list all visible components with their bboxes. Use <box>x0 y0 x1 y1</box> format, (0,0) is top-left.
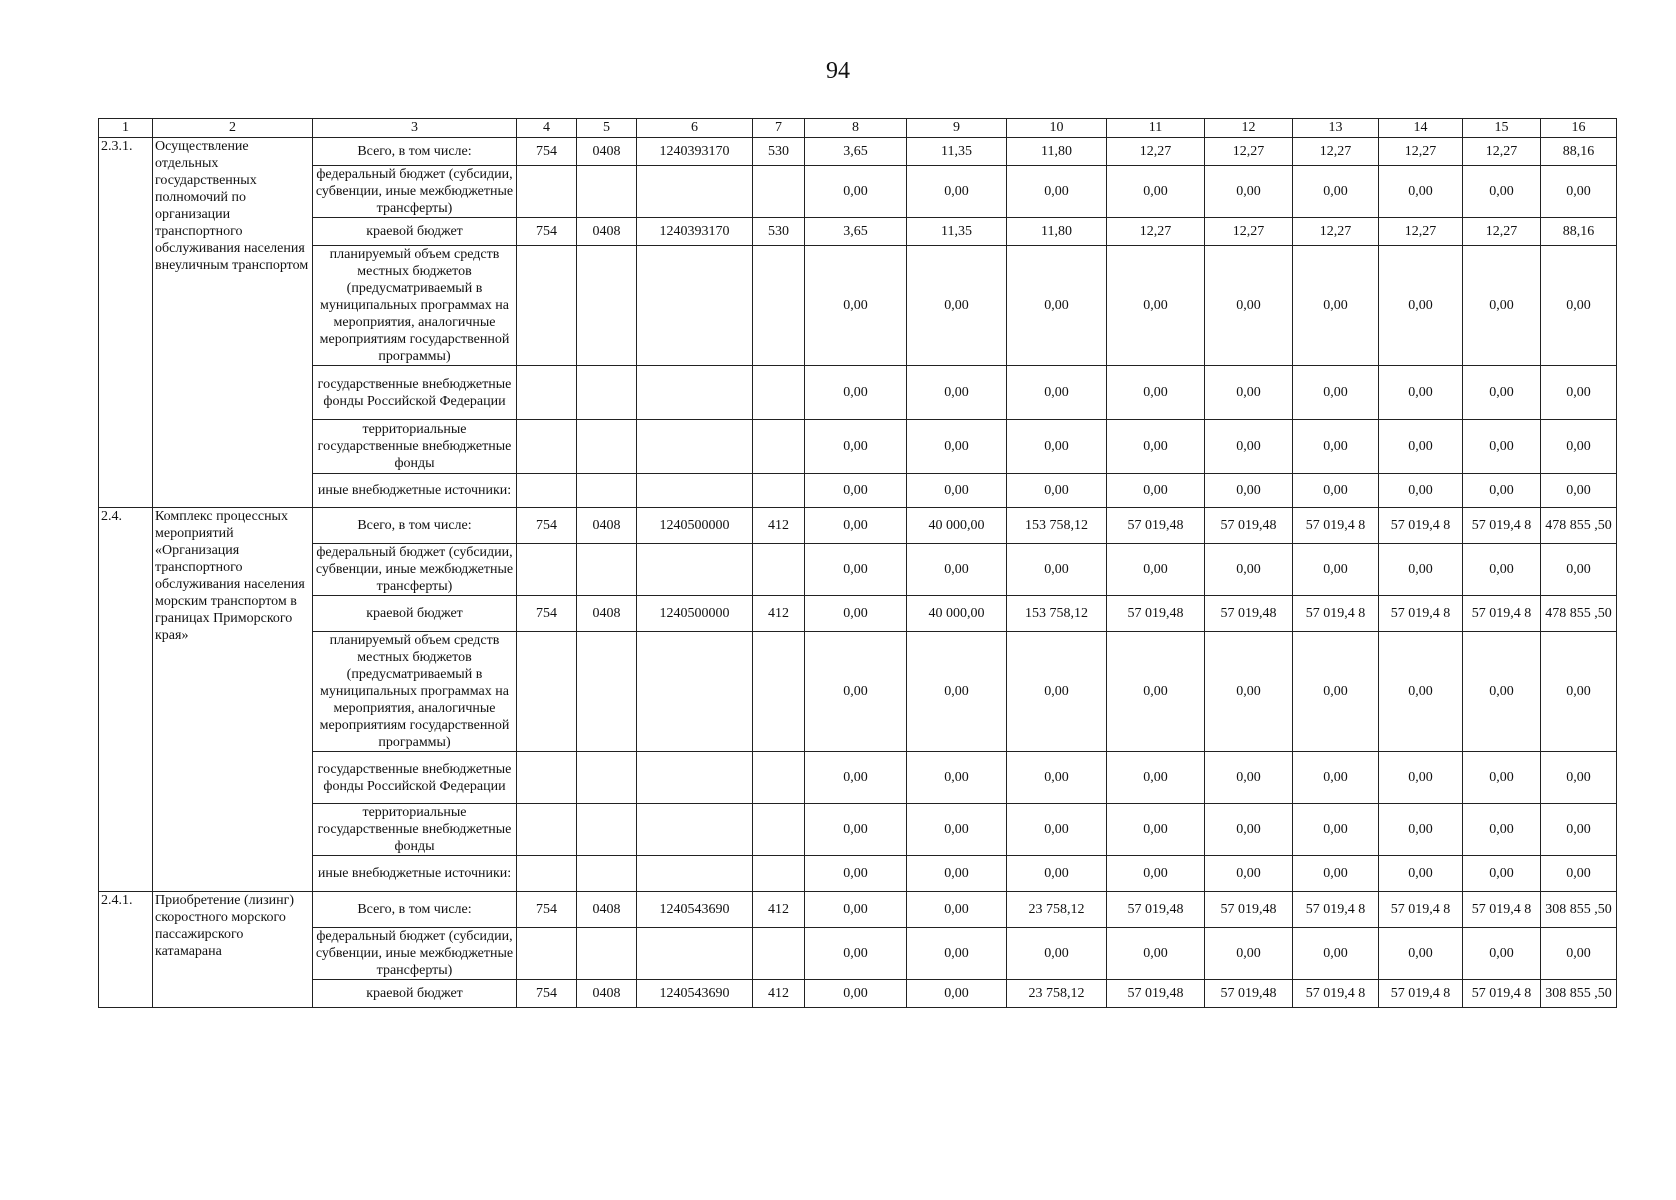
code-vr: 530 <box>753 138 805 166</box>
budget-table <box>98 118 1617 1008</box>
amount-cell: 0,00 <box>907 892 1007 928</box>
code-grbs <box>517 856 577 892</box>
amount-cell: 0,00 <box>805 596 907 632</box>
amount-cell: 0,00 <box>1463 632 1541 752</box>
amount-cell: 12,27 <box>1293 218 1379 246</box>
code-grbs <box>517 420 577 474</box>
amount-cell: 57 019,48 <box>1107 596 1205 632</box>
amount-cell: 57 019,4 8 <box>1463 508 1541 544</box>
amount-cell: 0,00 <box>1107 928 1205 980</box>
code-rzpr <box>577 632 637 752</box>
code-grbs <box>517 474 577 508</box>
code-csr <box>637 544 753 596</box>
amount-cell: 0,00 <box>1293 246 1379 366</box>
amount-cell: 11,35 <box>907 138 1007 166</box>
amount-cell: 0,00 <box>1205 474 1293 508</box>
amount-cell: 12,27 <box>1379 138 1463 166</box>
amount-cell: 0,00 <box>1205 420 1293 474</box>
header-cell: 16 <box>1541 119 1617 138</box>
amount-cell: 57 019,48 <box>1107 980 1205 1008</box>
amount-cell: 0,00 <box>1541 474 1617 508</box>
item-number: 2.3.1. <box>99 138 153 508</box>
header-cell: 7 <box>753 119 805 138</box>
amount-cell: 12,27 <box>1463 218 1541 246</box>
table-row <box>99 544 1617 596</box>
code-vr <box>753 544 805 596</box>
code-grbs <box>517 804 577 856</box>
table-row <box>99 752 1617 804</box>
code-grbs: 754 <box>517 892 577 928</box>
amount-cell: 11,35 <box>907 218 1007 246</box>
code-vr: 412 <box>753 980 805 1008</box>
funding-source: федеральный бюджет (субсидии, субвенции, иные межбюджетные трансферты) <box>313 166 517 218</box>
code-csr <box>637 856 753 892</box>
code-csr: 1240500000 <box>637 508 753 544</box>
amount-cell: 0,00 <box>1007 420 1107 474</box>
amount-cell: 0,00 <box>805 246 907 366</box>
header-cell: 8 <box>805 119 907 138</box>
amount-cell: 0,00 <box>907 752 1007 804</box>
code-csr: 1240393170 <box>637 138 753 166</box>
amount-cell: 0,00 <box>907 856 1007 892</box>
amount-cell: 0,00 <box>1107 632 1205 752</box>
code-grbs: 754 <box>517 138 577 166</box>
amount-cell: 0,00 <box>1541 752 1617 804</box>
amount-cell: 57 019,4 8 <box>1293 508 1379 544</box>
amount-cell: 0,00 <box>1541 856 1617 892</box>
code-csr: 1240500000 <box>637 596 753 632</box>
amount-cell: 0,00 <box>907 928 1007 980</box>
code-csr <box>637 166 753 218</box>
table-row <box>99 420 1617 474</box>
table-row <box>99 218 1617 246</box>
amount-cell: 0,00 <box>1463 752 1541 804</box>
code-vr <box>753 474 805 508</box>
amount-cell: 0,00 <box>1293 804 1379 856</box>
code-vr <box>753 246 805 366</box>
code-rzpr: 0408 <box>577 508 637 544</box>
code-rzpr: 0408 <box>577 218 637 246</box>
amount-cell: 12,27 <box>1107 218 1205 246</box>
funding-source: планируемый объем средств местных бюджетов (предусматриваемый в муниципальных программах на мероприятия, аналогичные мероприятиям государственной программы) <box>313 632 517 752</box>
header-cell: 3 <box>313 119 517 138</box>
amount-cell: 0,00 <box>1107 544 1205 596</box>
table-row <box>99 632 1617 752</box>
amount-cell: 0,00 <box>805 892 907 928</box>
amount-cell: 57 019,4 8 <box>1463 892 1541 928</box>
amount-cell: 0,00 <box>805 752 907 804</box>
amount-cell: 0,00 <box>1463 246 1541 366</box>
code-rzpr <box>577 752 637 804</box>
code-csr <box>637 246 753 366</box>
amount-cell: 0,00 <box>1007 246 1107 366</box>
amount-cell: 0,00 <box>1293 420 1379 474</box>
amount-cell: 0,00 <box>1379 632 1463 752</box>
amount-cell: 0,00 <box>907 632 1007 752</box>
item-number: 2.4.1. <box>99 892 153 1008</box>
code-grbs <box>517 246 577 366</box>
header-cell: 2 <box>153 119 313 138</box>
amount-cell: 0,00 <box>805 856 907 892</box>
amount-cell: 57 019,4 8 <box>1293 596 1379 632</box>
code-rzpr: 0408 <box>577 596 637 632</box>
amount-cell: 0,00 <box>1107 246 1205 366</box>
item-name: Осуществление отдельных государственных полномочий по организации транспортного обслуживания населения внеуличным транспортом <box>153 138 313 508</box>
code-rzpr <box>577 856 637 892</box>
funding-source: Всего, в том числе: <box>313 508 517 544</box>
funding-source: планируемый объем средств местных бюджетов (предусматриваемый в муниципальных программах на мероприятия, аналогичные мероприятиям государственной программы) <box>313 246 517 366</box>
header-cell: 4 <box>517 119 577 138</box>
funding-source: краевой бюджет <box>313 218 517 246</box>
amount-cell: 57 019,4 8 <box>1293 892 1379 928</box>
amount-cell: 23 758,12 <box>1007 892 1107 928</box>
amount-cell: 0,00 <box>1379 474 1463 508</box>
table-row <box>99 508 1617 544</box>
amount-cell: 0,00 <box>907 246 1007 366</box>
table-row <box>99 246 1617 366</box>
amount-cell: 0,00 <box>1007 366 1107 420</box>
header-cell: 12 <box>1205 119 1293 138</box>
code-csr <box>637 752 753 804</box>
amount-cell: 0,00 <box>1205 804 1293 856</box>
amount-cell: 308 855 ,50 <box>1541 980 1617 1008</box>
amount-cell: 0,00 <box>907 804 1007 856</box>
amount-cell: 0,00 <box>1379 804 1463 856</box>
amount-cell: 0,00 <box>1293 752 1379 804</box>
header-cell: 6 <box>637 119 753 138</box>
amount-cell: 0,00 <box>1541 544 1617 596</box>
code-grbs: 754 <box>517 218 577 246</box>
amount-cell: 12,27 <box>1379 218 1463 246</box>
amount-cell: 0,00 <box>1379 246 1463 366</box>
code-vr <box>753 166 805 218</box>
code-rzpr <box>577 928 637 980</box>
amount-cell: 0,00 <box>907 544 1007 596</box>
code-rzpr <box>577 366 637 420</box>
amount-cell: 0,00 <box>1107 420 1205 474</box>
funding-source: иные внебюджетные источники: <box>313 856 517 892</box>
amount-cell: 0,00 <box>1379 166 1463 218</box>
code-rzpr <box>577 544 637 596</box>
funding-source: краевой бюджет <box>313 980 517 1008</box>
code-vr <box>753 856 805 892</box>
amount-cell: 57 019,4 8 <box>1379 508 1463 544</box>
amount-cell: 57 019,4 8 <box>1379 596 1463 632</box>
amount-cell: 0,00 <box>805 508 907 544</box>
code-csr <box>637 366 753 420</box>
item-number: 2.4. <box>99 508 153 892</box>
funding-source: краевой бюджет <box>313 596 517 632</box>
amount-cell: 0,00 <box>1293 166 1379 218</box>
code-csr <box>637 928 753 980</box>
amount-cell: 0,00 <box>1463 166 1541 218</box>
amount-cell: 0,00 <box>805 804 907 856</box>
amount-cell: 0,00 <box>1007 632 1107 752</box>
amount-cell: 0,00 <box>1205 928 1293 980</box>
code-grbs <box>517 928 577 980</box>
code-grbs <box>517 752 577 804</box>
table-row <box>99 892 1617 928</box>
table-row <box>99 474 1617 508</box>
amount-cell: 57 019,4 8 <box>1293 980 1379 1008</box>
amount-cell: 11,80 <box>1007 138 1107 166</box>
amount-cell: 0,00 <box>1205 166 1293 218</box>
code-vr: 530 <box>753 218 805 246</box>
amount-cell: 12,27 <box>1205 218 1293 246</box>
amount-cell: 0,00 <box>1205 632 1293 752</box>
code-grbs <box>517 366 577 420</box>
amount-cell: 0,00 <box>1107 856 1205 892</box>
code-rzpr <box>577 166 637 218</box>
page-number: 94 <box>826 58 850 84</box>
code-grbs <box>517 632 577 752</box>
amount-cell: 0,00 <box>1107 366 1205 420</box>
code-grbs <box>517 544 577 596</box>
code-grbs: 754 <box>517 596 577 632</box>
header-row <box>99 119 1617 138</box>
amount-cell: 88,16 <box>1541 218 1617 246</box>
header-cell: 15 <box>1463 119 1541 138</box>
amount-cell: 0,00 <box>1541 166 1617 218</box>
amount-cell: 57 019,4 8 <box>1463 596 1541 632</box>
code-rzpr: 0408 <box>577 980 637 1008</box>
amount-cell: 0,00 <box>1541 928 1617 980</box>
header-cell: 11 <box>1107 119 1205 138</box>
amount-cell: 0,00 <box>805 928 907 980</box>
table-row <box>99 928 1617 980</box>
code-vr <box>753 366 805 420</box>
amount-cell: 0,00 <box>1541 632 1617 752</box>
amount-cell: 57 019,48 <box>1205 892 1293 928</box>
amount-cell: 57 019,48 <box>1205 596 1293 632</box>
amount-cell: 0,00 <box>1463 366 1541 420</box>
code-grbs: 754 <box>517 980 577 1008</box>
amount-cell: 11,80 <box>1007 218 1107 246</box>
code-vr <box>753 804 805 856</box>
amount-cell: 0,00 <box>805 544 907 596</box>
code-csr <box>637 804 753 856</box>
funding-source: государственные внебюджетные фонды Российской Федерации <box>313 366 517 420</box>
amount-cell: 0,00 <box>907 166 1007 218</box>
code-grbs: 754 <box>517 508 577 544</box>
amount-cell: 0,00 <box>1205 366 1293 420</box>
header-cell: 1 <box>99 119 153 138</box>
code-vr <box>753 752 805 804</box>
code-vr: 412 <box>753 892 805 928</box>
funding-source: Всего, в том числе: <box>313 138 517 166</box>
code-vr: 412 <box>753 508 805 544</box>
code-csr <box>637 420 753 474</box>
amount-cell: 0,00 <box>1379 544 1463 596</box>
amount-cell: 0,00 <box>1379 856 1463 892</box>
amount-cell: 0,00 <box>907 474 1007 508</box>
item-name: Комплекс процессных мероприятий «Организация транспортного обслуживания населения морским транспортом в границах Приморского края» <box>153 508 313 892</box>
header-cell: 10 <box>1007 119 1107 138</box>
amount-cell: 23 758,12 <box>1007 980 1107 1008</box>
amount-cell: 40 000,00 <box>907 596 1007 632</box>
amount-cell: 0,00 <box>1463 420 1541 474</box>
amount-cell: 0,00 <box>907 366 1007 420</box>
table-row <box>99 856 1617 892</box>
code-rzpr <box>577 804 637 856</box>
amount-cell: 0,00 <box>1463 804 1541 856</box>
header-cell: 9 <box>907 119 1007 138</box>
amount-cell: 0,00 <box>1463 474 1541 508</box>
amount-cell: 12,27 <box>1205 138 1293 166</box>
amount-cell: 0,00 <box>1379 928 1463 980</box>
amount-cell: 0,00 <box>907 980 1007 1008</box>
code-rzpr <box>577 246 637 366</box>
funding-source: территориальные государственные внебюджетные фонды <box>313 804 517 856</box>
code-vr <box>753 632 805 752</box>
amount-cell: 0,00 <box>1463 856 1541 892</box>
code-rzpr: 0408 <box>577 892 637 928</box>
amount-cell: 0,00 <box>1107 474 1205 508</box>
amount-cell: 0,00 <box>805 420 907 474</box>
amount-cell: 12,27 <box>1107 138 1205 166</box>
code-csr: 1240543690 <box>637 980 753 1008</box>
amount-cell: 0,00 <box>1293 632 1379 752</box>
amount-cell: 0,00 <box>1379 752 1463 804</box>
amount-cell: 0,00 <box>1463 544 1541 596</box>
funding-source: государственные внебюджетные фонды Российской Федерации <box>313 752 517 804</box>
amount-cell: 0,00 <box>1205 246 1293 366</box>
amount-cell: 0,00 <box>1007 856 1107 892</box>
amount-cell: 0,00 <box>1541 420 1617 474</box>
amount-cell: 12,27 <box>1293 138 1379 166</box>
amount-cell: 0,00 <box>1107 804 1205 856</box>
code-rzpr: 0408 <box>577 138 637 166</box>
amount-cell: 153 758,12 <box>1007 596 1107 632</box>
amount-cell: 3,65 <box>805 218 907 246</box>
funding-source: федеральный бюджет (субсидии, субвенции, иные межбюджетные трансферты) <box>313 928 517 980</box>
funding-source: территориальные государственные внебюджетные фонды <box>313 420 517 474</box>
amount-cell: 0,00 <box>805 166 907 218</box>
amount-cell: 0,00 <box>1205 544 1293 596</box>
funding-source: иные внебюджетные источники: <box>313 474 517 508</box>
amount-cell: 0,00 <box>1107 752 1205 804</box>
amount-cell: 0,00 <box>907 420 1007 474</box>
amount-cell: 0,00 <box>1205 856 1293 892</box>
amount-cell: 0,00 <box>1007 166 1107 218</box>
amount-cell: 0,00 <box>1541 366 1617 420</box>
amount-cell: 12,27 <box>1463 138 1541 166</box>
amount-cell: 0,00 <box>1463 928 1541 980</box>
code-vr: 412 <box>753 596 805 632</box>
table-row <box>99 138 1617 166</box>
header-cell: 5 <box>577 119 637 138</box>
amount-cell: 57 019,48 <box>1205 980 1293 1008</box>
amount-cell: 57 019,48 <box>1107 508 1205 544</box>
amount-cell: 153 758,12 <box>1007 508 1107 544</box>
code-csr <box>637 632 753 752</box>
amount-cell: 0,00 <box>1007 544 1107 596</box>
amount-cell: 3,65 <box>805 138 907 166</box>
code-vr <box>753 420 805 474</box>
code-csr: 1240543690 <box>637 892 753 928</box>
amount-cell: 57 019,4 8 <box>1379 892 1463 928</box>
amount-cell: 57 019,4 8 <box>1379 980 1463 1008</box>
amount-cell: 0,00 <box>1293 544 1379 596</box>
amount-cell: 0,00 <box>1541 804 1617 856</box>
amount-cell: 0,00 <box>1293 856 1379 892</box>
funding-source: федеральный бюджет (субсидии, субвенции, иные межбюджетные трансферты) <box>313 544 517 596</box>
table-row <box>99 166 1617 218</box>
code-vr <box>753 928 805 980</box>
amount-cell: 0,00 <box>1541 246 1617 366</box>
table-row <box>99 804 1617 856</box>
amount-cell: 88,16 <box>1541 138 1617 166</box>
amount-cell: 0,00 <box>1293 928 1379 980</box>
amount-cell: 0,00 <box>1379 420 1463 474</box>
amount-cell: 0,00 <box>1007 752 1107 804</box>
amount-cell: 57 019,48 <box>1205 508 1293 544</box>
amount-cell: 0,00 <box>1007 928 1107 980</box>
amount-cell: 308 855 ,50 <box>1541 892 1617 928</box>
table-row <box>99 366 1617 420</box>
amount-cell: 0,00 <box>805 632 907 752</box>
amount-cell: 0,00 <box>1293 474 1379 508</box>
amount-cell: 0,00 <box>1293 366 1379 420</box>
amount-cell: 0,00 <box>805 366 907 420</box>
amount-cell: 0,00 <box>1205 752 1293 804</box>
code-csr <box>637 474 753 508</box>
header-cell: 14 <box>1379 119 1463 138</box>
code-rzpr <box>577 474 637 508</box>
amount-cell: 57 019,48 <box>1107 892 1205 928</box>
header-cell: 13 <box>1293 119 1379 138</box>
amount-cell: 0,00 <box>1107 166 1205 218</box>
code-csr: 1240393170 <box>637 218 753 246</box>
amount-cell: 0,00 <box>1007 804 1107 856</box>
table-row <box>99 596 1617 632</box>
amount-cell: 478 855 ,50 <box>1541 596 1617 632</box>
amount-cell: 478 855 ,50 <box>1541 508 1617 544</box>
amount-cell: 0,00 <box>1379 366 1463 420</box>
amount-cell: 57 019,4 8 <box>1463 980 1541 1008</box>
amount-cell: 0,00 <box>805 474 907 508</box>
item-name: Приобретение (лизинг) скоростного морского пассажирского катамарана <box>153 892 313 1008</box>
amount-cell: 0,00 <box>805 980 907 1008</box>
code-rzpr <box>577 420 637 474</box>
funding-source: Всего, в том числе: <box>313 892 517 928</box>
table-row <box>99 980 1617 1008</box>
amount-cell: 0,00 <box>1007 474 1107 508</box>
code-grbs <box>517 166 577 218</box>
amount-cell: 40 000,00 <box>907 508 1007 544</box>
